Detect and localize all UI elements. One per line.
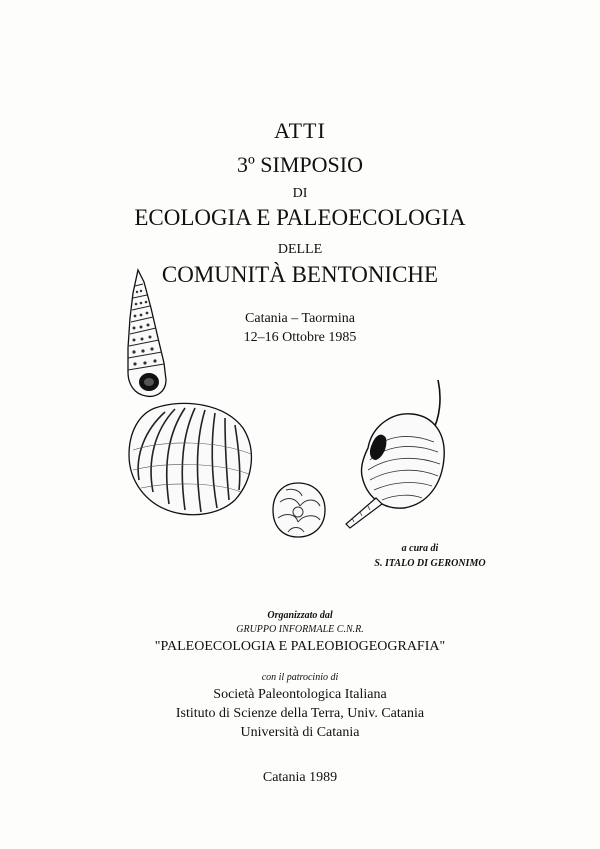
publication-place-year: Catania 1989 bbox=[262, 770, 338, 785]
patronage-label: con il patrocinio di bbox=[261, 672, 339, 683]
title-comunita: COMUNITÀ BENTONICHE bbox=[161, 262, 439, 287]
turritella-shell-illustration bbox=[118, 268, 178, 400]
organizer-label: Organizzato dal bbox=[267, 610, 333, 621]
patron-item: Università di Catania bbox=[240, 725, 360, 740]
clam-shell-illustration bbox=[342, 378, 457, 538]
title-atti: ATTI bbox=[274, 118, 326, 143]
small-shell-illustration bbox=[270, 480, 328, 540]
organizer-name: "PALEOECOLOGIA E PALEOBIOGEOGRAFIA" bbox=[154, 639, 446, 654]
title-ecologia: ECOLOGIA E PALEOECOLOGIA bbox=[134, 205, 466, 230]
title-simposio: 3º SIMPOSIO bbox=[236, 152, 364, 177]
cockle-shell-illustration bbox=[125, 400, 257, 518]
organizer-group: GRUPPO INFORMALE C.N.R. bbox=[236, 624, 364, 635]
patron-item: Società Paleontologica Italiana bbox=[213, 687, 387, 702]
patron-item: Istituto di Scienze della Terra, Univ. Catania bbox=[175, 706, 425, 721]
event-dates: 12–16 Ottobre 1985 bbox=[243, 330, 357, 345]
editor-name: S. ITALO DI GERONIMO bbox=[374, 558, 486, 569]
event-place: Catania – Taormina bbox=[245, 311, 355, 326]
title-delle: DELLE bbox=[277, 242, 323, 257]
title-di: DI bbox=[292, 186, 308, 201]
editor-label: a cura di bbox=[401, 543, 439, 554]
